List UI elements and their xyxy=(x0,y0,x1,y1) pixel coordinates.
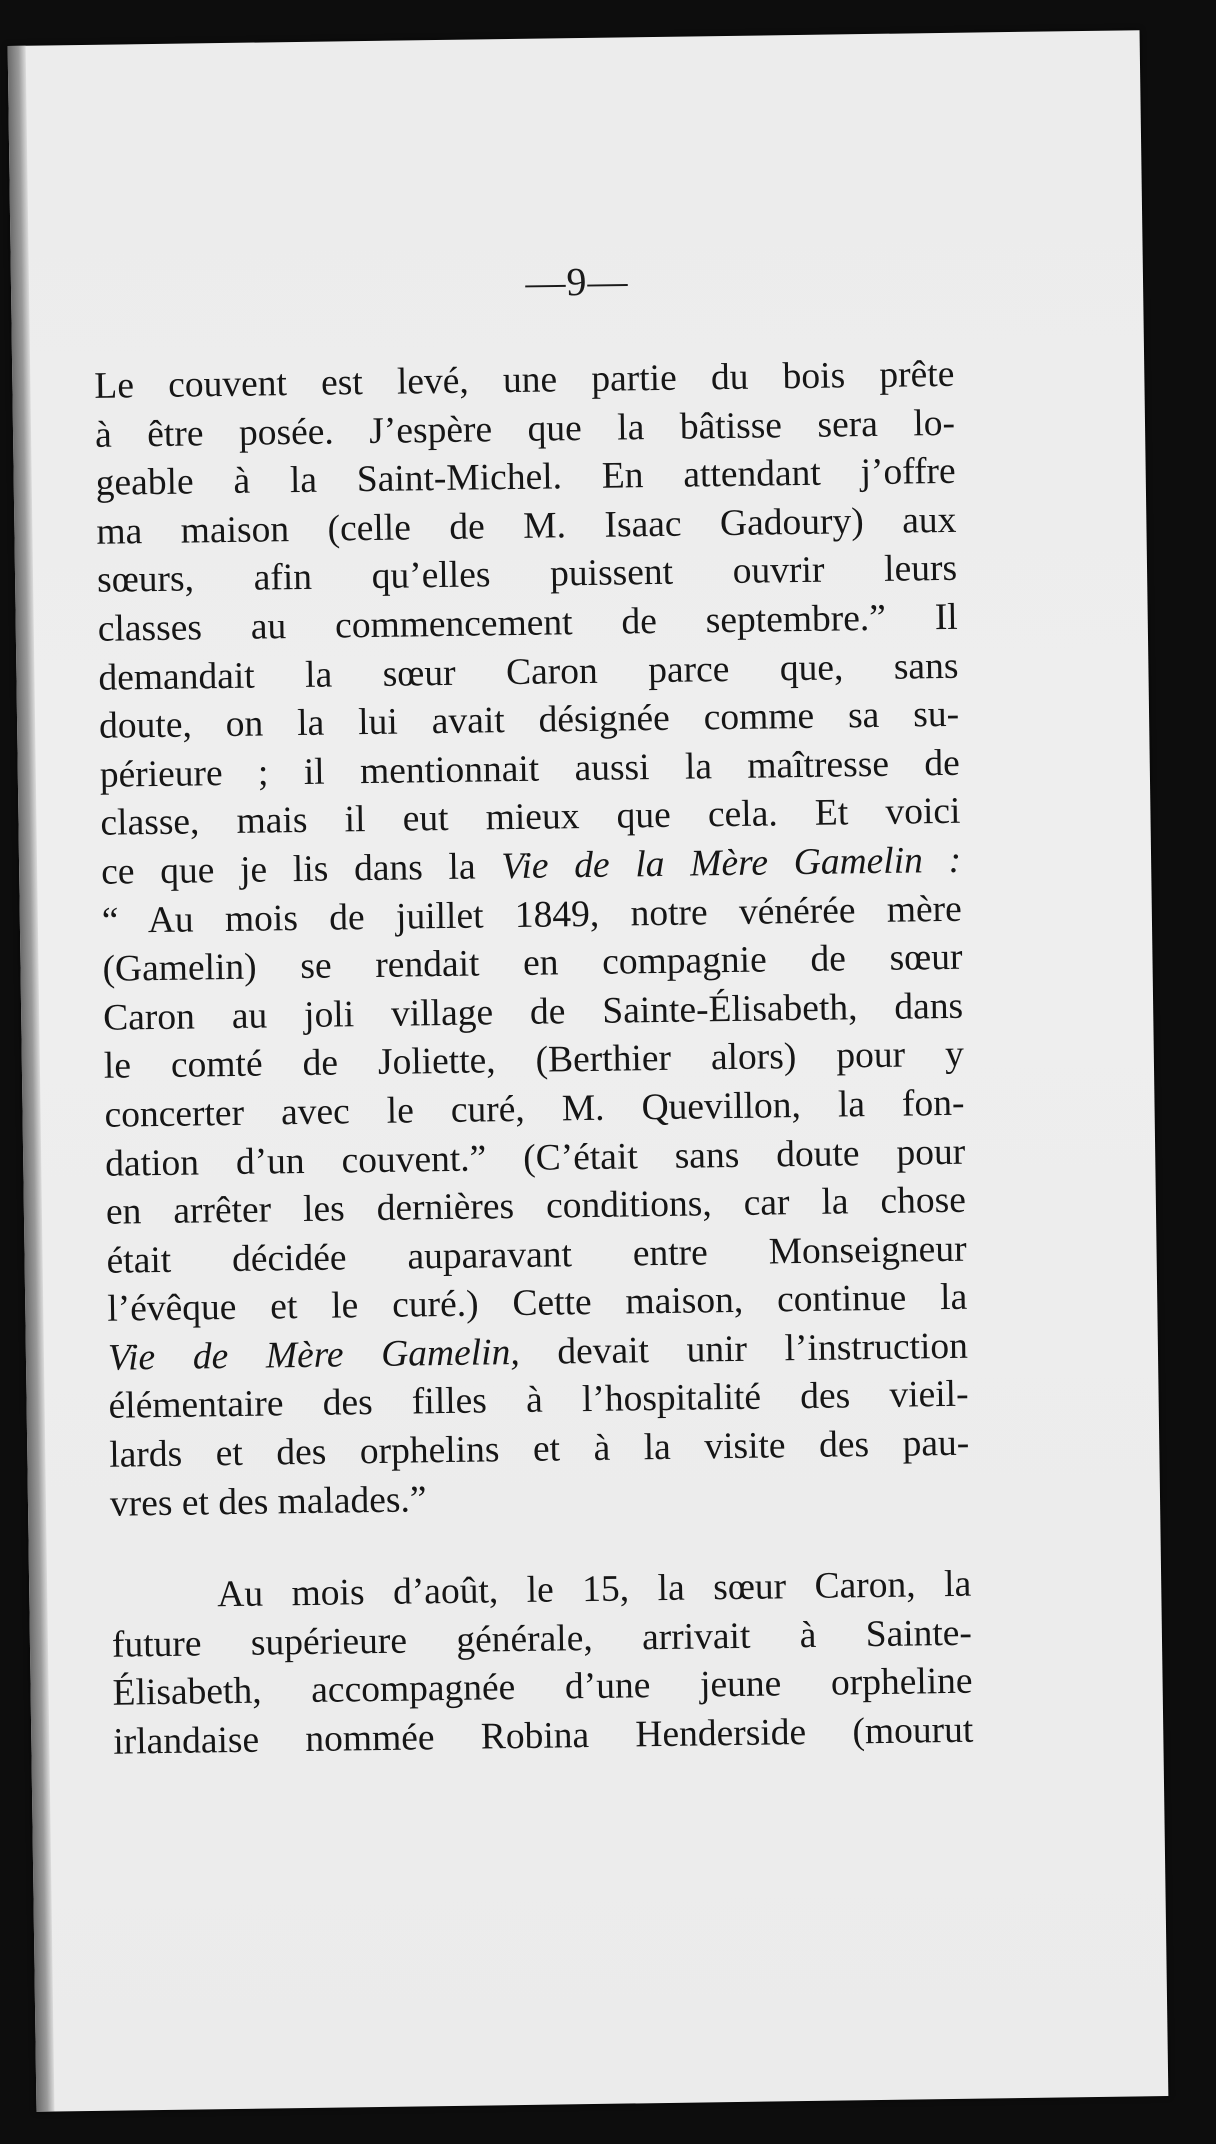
text-line: “ Au mois de juillet 1849, notre vénérée mère xyxy=(101,888,963,942)
text-line: à être posée. J’espère que la bâtisse sera lo- xyxy=(94,402,956,456)
text-line: classe, mais il eut mieux que cela. Et voici xyxy=(100,791,961,845)
book-title-italic: Vie de la Mère Gamelin : xyxy=(501,839,962,888)
text-line: élémentaire des filles à l’hospitalité des vieil- xyxy=(108,1374,969,1428)
text-line: (Gamelin) se rendait en compagnie de sœur xyxy=(102,936,963,990)
text-line: l’évêque et le curé.) Cette maison, continue la xyxy=(106,1277,968,1331)
text-line: Au mois d’août, le 15, la sœur Caron, la xyxy=(216,1563,972,1616)
text-line: lards et des orphelins et à la visite des pau- xyxy=(109,1422,970,1476)
text-line: classes au commencement de septembre.” Il xyxy=(97,596,958,650)
text-line: Caron au joli village de Sainte-Élisabeth, dans xyxy=(102,985,964,1039)
text-line: le comté de Joliette, (Berthier alors) pour y xyxy=(103,1034,965,1088)
text-line: sœurs, afin qu’elles puissent ouvrir leurs xyxy=(96,548,958,602)
text-line: irlandaise nommée Robina Henderside (mourut xyxy=(113,1709,974,1763)
text-line: ma maison (celle de M. Isaac Gadoury) aux xyxy=(96,499,957,553)
text-line: geable à la Saint-Michel. En attendant j’offre xyxy=(95,450,956,505)
text-segment: ce que je lis dans la xyxy=(100,846,502,893)
text-line: demandait la sœur Caron parce que, sans xyxy=(98,645,959,699)
text-line: future supérieure générale, arrivait à Sainte- xyxy=(111,1612,973,1666)
text-line: Élisabeth, accompagnée d’une jeune orpheline xyxy=(112,1661,973,1715)
text-line: périeure ; il mentionnait aussi la maîtresse de xyxy=(99,742,961,796)
text-line: Le couvent est levé, une partie du bois prête xyxy=(94,353,955,407)
book-page xyxy=(8,30,1169,2112)
text-line: dation d’un couvent.” (C’était sans doute pour xyxy=(104,1131,966,1185)
page-number: —9— xyxy=(525,258,629,305)
page-binding-edge xyxy=(8,46,55,2112)
page-body-text xyxy=(94,351,974,1767)
book-title-italic: Vie de Mère Gamelin, xyxy=(107,1331,520,1379)
text-line: vres et des malades.” xyxy=(109,1478,427,1525)
text-line: en arrêter les dernières conditions, car la chose xyxy=(105,1179,967,1233)
text-line: concerter avec le curé, M. Quevillon, la fon- xyxy=(104,1082,965,1136)
text-segment: devait unir l’instruction xyxy=(519,1325,969,1373)
text-line: était décidée auparavant entre Monseigneur xyxy=(106,1228,967,1282)
text-line: doute, on la lui avait désignée comme sa su- xyxy=(98,693,960,747)
